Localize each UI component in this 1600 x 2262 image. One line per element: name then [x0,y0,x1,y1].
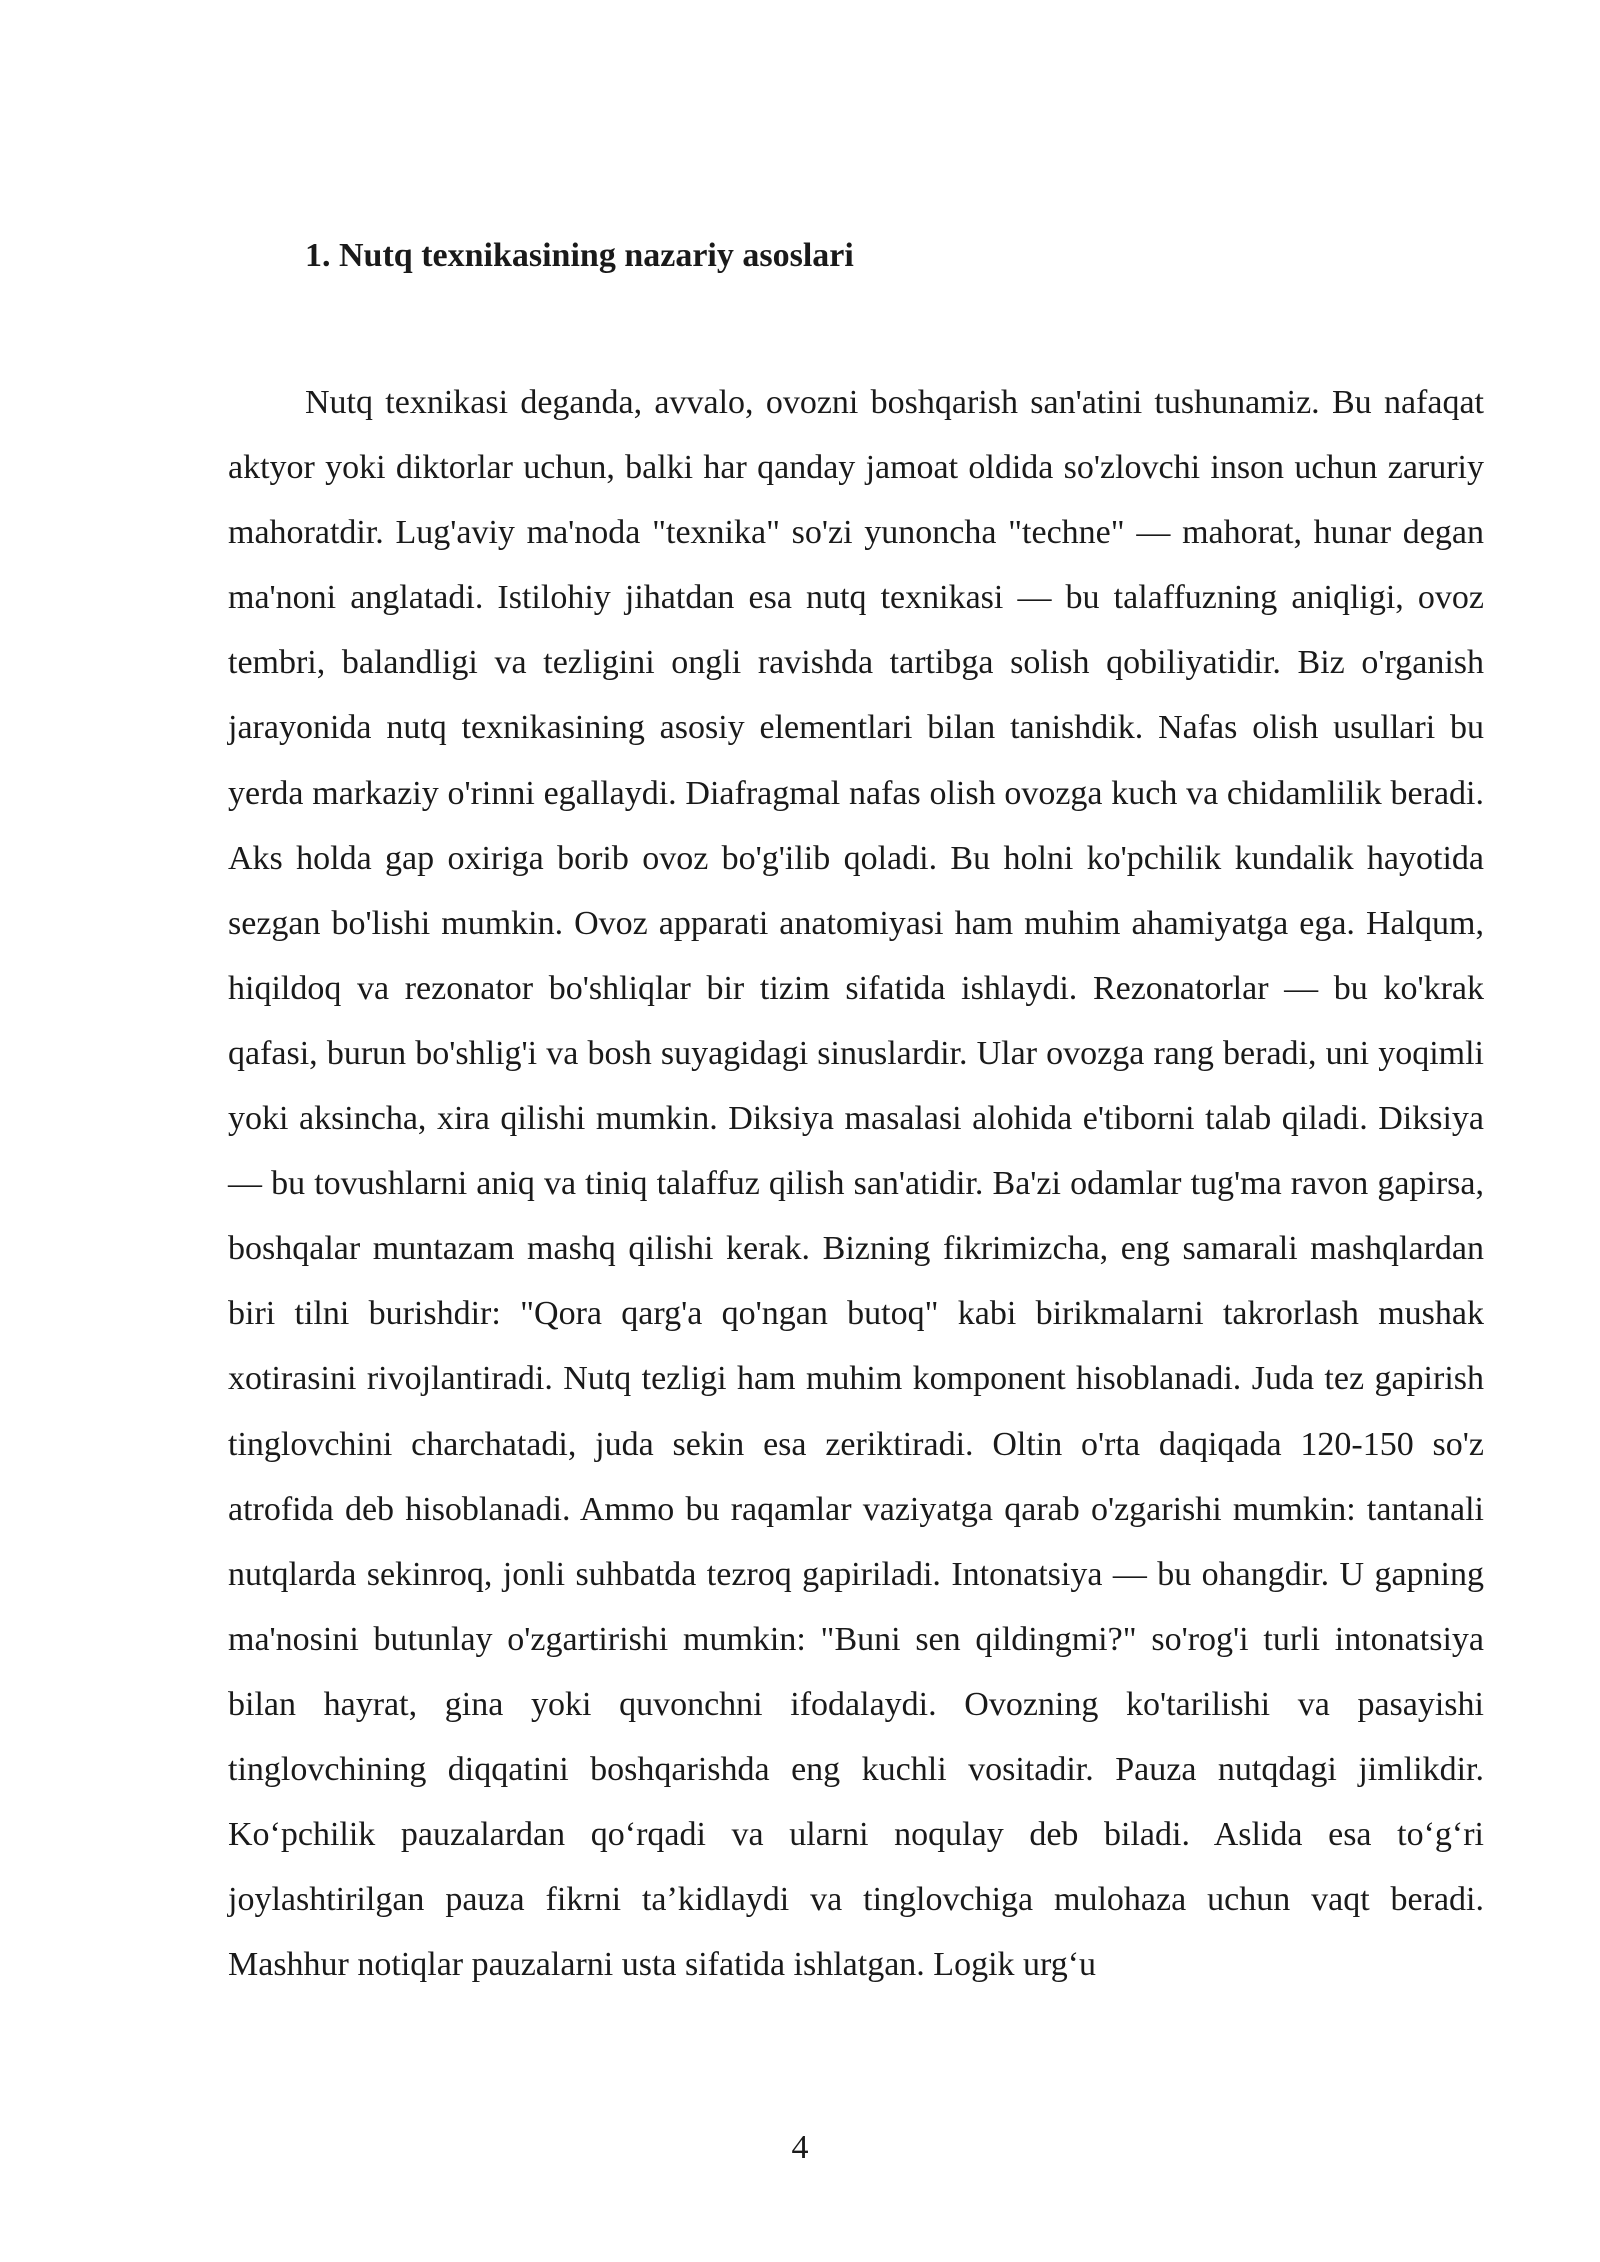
body-paragraph: Nutq texnikasi deganda, avvalo, ovozni boshqarish san'atini tushunamiz. Bu nafaqat aktyor yoki diktorlar uchun, balki har qanday jamoat oldida so'zlovchi inson uchun zaruriy mahoratdir. Lug'aviy ma'noda "texnika" so'zi yunoncha "techne" — mahorat, hunar degan ma'noni anglatadi. Istilohiy jihatdan esa nutq texnikasi — bu talaffuzning aniqligi, ovoz tembri, balandligi va tezligini ongli ravishda tartibga solish qobiliyatidir. Biz o'rganish jarayonida nutq texnikasining asosiy elementlari bilan tanishdik. Nafas olish usullari bu yerda markaziy o'rinni egallaydi. Diafragmal nafas olish ovozga kuch va chidamlilik beradi. Aks holda gap oxiriga borib ovoz bo'g'ilib qoladi. Bu holni ko'pchilik kundalik hayotida sezgan bo'lishi mumkin. Ovoz apparati anatomiyasi ham muhim ahamiyatga ega. Halqum, hiqildoq va rezonator bo'shliqlar bir tizim sifatida ishlaydi. Rezonatorlar — bu ko'krak qafasi, burun bo'shlig'i va bosh suyagidagi sinuslardir. Ular ovozga rang beradi, uni yoqimli yoki aksincha, xira qilishi mumkin. Diksiya masalasi alohida e'tiborni talab qiladi. Diksiya — bu tovushlarni aniq va tiniq talaffuz qilish san'atidir. Ba'zi odamlar tug'ma ravon gapirsa, boshqalar muntazam mashq qilishi kerak. Bizning fikrimizcha, eng samarali mashqlardan biri tilni burishdir: "Qora qarg'a qo'ngan butoq" kabi birikmalarni takrorlash mushak xotirasini rivojlantiradi. Nutq tezligi ham muhim komponent hisoblanadi. Juda tez gapirish tinglovchini charchatadi, juda sekin esa zeriktiradi. Oltin o'rta daqiqada 120-150 so'z atrofida deb hisoblanadi. Ammo bu raqamlar vaziyatga qarab o'zgarishi mumkin: tantanali nutqlarda sekinroq, jonli suhbatda tezroq gapiriladi. Intonatsiya — bu ohangdir. U gapning ma'nosini butunlay o'zgartirishi mumkin: "Buni sen qildingmi?" so'rog'i turli intonatsiya bilan hayrat, gina yoki quvonchni ifodalaydi. Ovozning ko'tarilishi va pasayishi tinglovchining diqqatini boshqarishda eng kuchli vositadir. Pauza nutqdagi jimlikdir. Koʻpchilik pauzalardan qoʻrqadi va ularni noqulay deb biladi. Aslida esa toʻgʻri joylashtirilgan pauza fikrni taʼkidlaydi va tinglovchiga mulohaza uchun vaqt beradi. Mashhur notiqlar pauzalarni usta sifatida ishlatgan. Logik urgʻu [228,384,1484,1984]
page-number: 4 [791,2129,809,2166]
section-heading: 1. Nutq texnikasining nazariy asoslari [305,237,854,274]
